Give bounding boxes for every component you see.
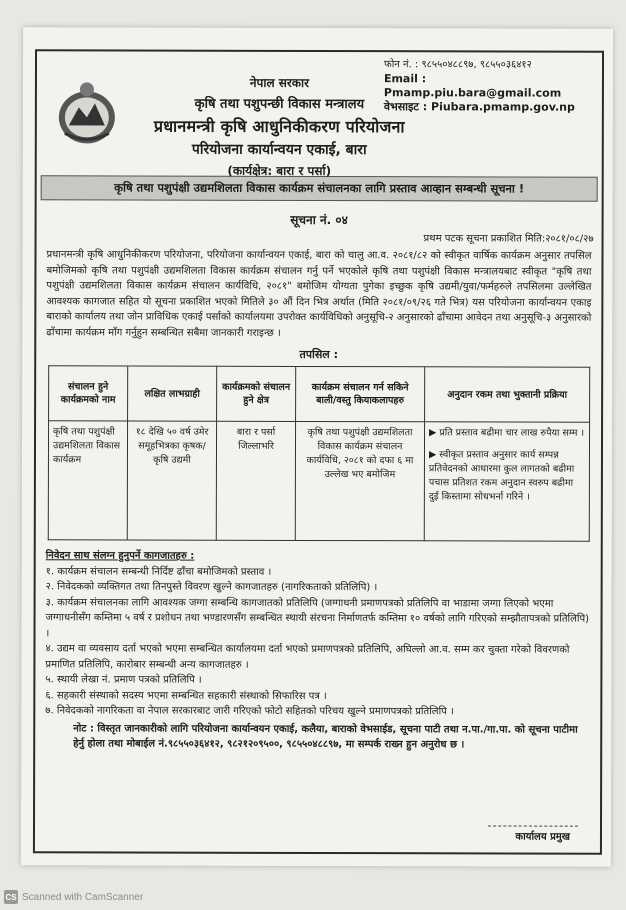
website-text: वेभसाइट : Piubara.pmamp.gov.np xyxy=(383,100,575,114)
list-item: ३. कार्यक्रम संचालनका लागि आवश्यक जग्गा सम्बन्धि कागजातको प्रतिलिपि (जग्गाधनी प्रमाणपत्रको प्रतिलिपि वा भाडामा जग्गा लिएको भएमा जग्गाधनीसँग कम्तिमा ५ वर्ष र प्रशोधन तथा भण्डारणसँग सम्बन्धित स्थायी संरचना निर्माणतर्फ कम्तिमा १० वर्षको लागि गरिएको सम्झौतापत्रको प्रतिलिपि) । xyxy=(45,596,590,639)
col-activities: कार्यक्रम संचालन गर्न सकिने बाली/वस्तु कियाकलापहरु xyxy=(296,366,425,421)
ministry-name: कृषि तथा पशुपन्छी विकास मन्त्रालय xyxy=(194,96,365,113)
cell-area: बारा र पर्सा जिल्लाभरि xyxy=(216,421,295,540)
project-name: प्रधानमन्त्री कृषि आधुनिकीकरण परियोजना xyxy=(153,116,405,137)
paper-sheet xyxy=(21,27,613,867)
grant-point-2: ▶ स्वीकृत प्रस्ताव अनुसार कार्य सम्पन्न प्रतिवेदनको आधारमा कुल लागतको बढीमा पचास प्रतिशत रकम अनुदान स्वरुप बढीमा दुई किस्तामा सोधभर्ना गरिने । xyxy=(428,449,575,503)
signature-title: कार्यालय प्रमुख xyxy=(515,831,570,843)
camscanner-watermark xyxy=(4,890,143,904)
col-area: कार्यक्रमको संचालन हुने क्षेत्र xyxy=(217,366,296,421)
work-area: (कार्यक्षेत्र: बारा र पर्सा) xyxy=(227,163,332,179)
notice-frame xyxy=(33,49,604,854)
subject-bar: कृषि तथा पशुपंक्षी उद्यमशिलता विकास कार्यक्रम संचालनका लागि प्रस्ताव आव्हान सम्बन्धी सूचना ! xyxy=(41,175,598,201)
col-beneficiary: लक्षित लाभग्राही xyxy=(128,366,217,421)
table-header-row xyxy=(49,366,590,422)
phone-text: फोन नं. : ९८५५०४८८९७, ९८५५०३६४१२ xyxy=(383,59,532,71)
camscanner-logo-icon: CS xyxy=(4,890,18,904)
email-text: Email : Pmamp.piu.bara@gmail.com xyxy=(383,72,562,100)
cell-beneficiary: १८ देखि ५० वर्ष उमेर समूहभित्रका कृषक/कृषि उद्यमी xyxy=(127,421,216,540)
notice-body: प्रधानमन्त्री कृषि आधुनिकीकरण परियोजना, परियोजना कार्यान्वयन एकाई, बारा को चालु आ.व. २०८१/८२ को स्वीकृत वार्षिक कार्यक्रम अनुसार तपसिल बमोजिमको कृषि तथा पशुपंक्षी उद्यमशिलता विकास कार्यक्रम संचालन गर्नु पर्ने भएकोले कृषि तथा पशुपंक्षी विकास मन्त्रालयबाट स्वीकृत "कृषि तथा पशुपंक्षी उद्यमशिलता विकास कार्यक्रम संचालन कार्यविधि, २०८१" बमोजिम योग्यता पुगेका इच्छुक कृषि उद्यमी/युवा/फर्महरुले तपसिलमा उल्लेखित आवश्यक कागजात सहित यो सूचना प्रकाशित भएको मितिले ३० औं दिन भित्र अर्थात (मिति २०८१/०९/२६ गते भित्र) यस परियोजना कार्यान्वयन एकाइ बाराको कार्यालय तथा जोन प्राविधिक एकाई पर्साको कार्यालयमा उपरोक्त कार्यविधिको अनुसूचि-२ अनुसारको ढाँचामा आवेदन तथा अनुसूचि-३ अनुसारको ढाँचामा कार्यक्रम माँग गर्नुहुन सम्बन्धित सबैमा जानकारी गराइन्छ । xyxy=(46,249,592,339)
list-item: १. कार्यक्रम संचालन सम्बन्धी निर्दिष्ट ढाँचा बमोजिमको प्रस्ताव । xyxy=(45,565,272,578)
gov-name: नेपाल सरकार xyxy=(249,75,310,90)
letterhead xyxy=(37,51,602,179)
col-grant: अनुदान रकम तथा भुक्तानी प्रक्रिया xyxy=(425,367,590,422)
note-text: नोट : विस्तृत जानकारीको लागि परियोजना कार्यान्वयन एकाई, कलैया, बाराको वेभसाईड, सूचना पाटी तथा न.पा./गा.पा. को सूचना पाटीमा हेर्नु होला तथा मोबाईल नं.९८५५०३६४१२, ९८२१२०९५००, ९८५५०४८८९७, मा सम्पर्क राख्न हुन अनुरोध छ । xyxy=(73,722,578,751)
notice-number: सूचना नं. ०४ xyxy=(290,212,348,228)
contact-block xyxy=(384,58,594,115)
unit-name: परियोजना कार्यान्वयन एकाई, बारा xyxy=(191,141,367,159)
required-documents xyxy=(35,540,601,753)
watermark-text: Scanned with CamScanner xyxy=(22,891,144,903)
signature-line xyxy=(488,825,578,826)
grant-point-1: ▶ प्रति प्रस्ताव बढीमा चार लाख रुपैया सम्म । xyxy=(429,427,585,439)
cell-grant xyxy=(424,422,589,541)
program-table xyxy=(48,365,590,541)
cell-activities: कृषि तथा पशुपंक्षी उद्यमशिलता विकास कार्यक्रम संचालन कार्यविधि, २०८१ को दफा ६ मा उल्लेख भए बमोजिम xyxy=(295,421,424,540)
documents-heading: निवेदन साथ संलग्न हुनुपर्ने कागजातहरु : xyxy=(45,550,195,562)
list-item: ६. सहकारी संस्थाको सदस्य भएमा सम्बन्धित सहकारी संस्थाको सिफारिस पत्र । xyxy=(45,689,327,702)
list-item: ५. स्थायी लेखा नं. प्रमाण पत्रको प्रतिलिपि । xyxy=(45,674,202,686)
schedule-title: तपसिल : xyxy=(299,347,339,362)
table-row xyxy=(48,421,589,541)
col-program: संचालन हुने कार्यक्रमको नाम xyxy=(49,366,128,421)
list-item: ४. उद्यम वा व्यवसाय दर्ता भएको भएमा सम्बन्धित कार्यालयमा दर्ता भएको प्रमाणपत्रको प्रतिलिपि, अघिल्लो आ.व. सम्म कर चुक्ता गरेको विवरणको प्रमाणित प्रतिलिपि, कारोबार सम्बन्धी अन्य कागजातहरु । xyxy=(45,643,570,671)
list-item: २. निवेदकको व्यक्तिगत तथा तिनपुस्ते विवरण खुल्ने कागजातहरु (नागरिकताको प्रतिलिपि) । xyxy=(45,581,378,594)
list-item: ७. निवेदकको नागरिकता वा नेपाल सरकारबाट जारी गरिएको फोटो सहितको परिचय खुल्ने प्रमाणपत्रको प्रतिलिपि । xyxy=(45,705,454,718)
cell-program: कृषि तथा पशुपंक्षी उद्यमशिलता विकास कार्यक्रम xyxy=(48,421,127,540)
published-date: प्रथम पटक सूचना प्रकाशित मिति:२०८१/०८/२७ xyxy=(423,233,594,245)
